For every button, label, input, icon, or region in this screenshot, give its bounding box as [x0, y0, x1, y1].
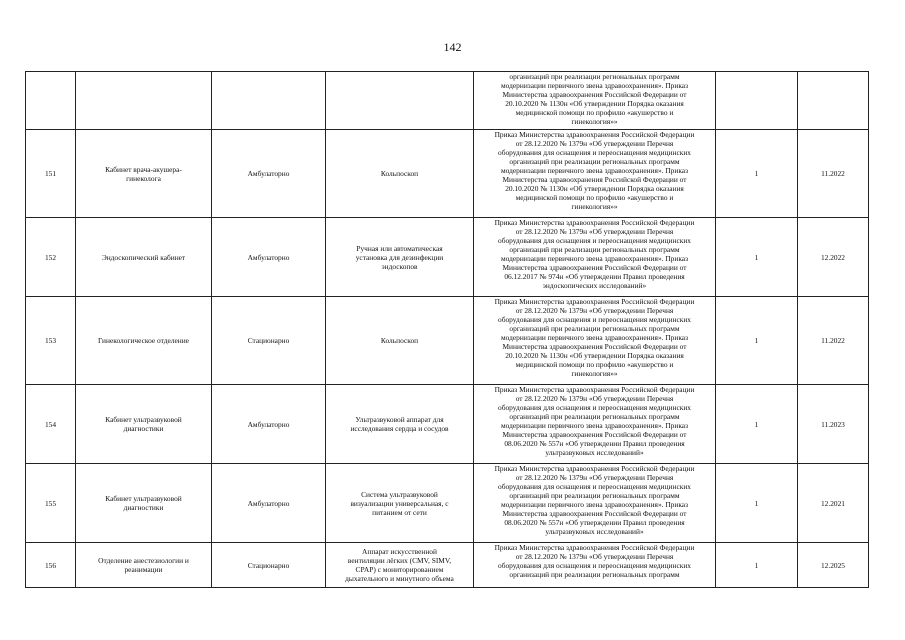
regulatory-document: Приказ Министерства здравоохранения Российской Федерации от 28.12.2020 № 1379н «Об утверждении Перечня оборудования для оснащения и переоснащения медицинских организаций при реализации региональных программ модернизации первичного звена здравоохранения». Приказ Министерства здравоохранения Российской Федерации от 08.06.2020 № 557н «Об утверждении Правил проведения ультразвуковых исследований» — [474, 385, 716, 464]
delivery-date: 11.2023 — [798, 385, 869, 464]
delivery-date: 12.2022 — [798, 218, 869, 297]
quantity: 1 — [716, 464, 798, 543]
regulatory-document: организаций при реализации региональных программ модернизации первичного звена здравоохранения». Приказ Министерства здравоохранения Российской Федерации от 20.10.2020 № 1130н «Об утверждении Порядка оказания медицинской помощи по профилю «акушерство и гинекология»» — [474, 72, 716, 130]
regulatory-document: Приказ Министерства здравоохранения Российской Федерации от 28.12.2020 № 1379н «Об утверждении Перечня оборудования для оснащения и переоснащения медицинских организаций при реализации региональных программ модернизации первичного звена здравоохранения». Приказ Министерства здравоохранения Российской Федерации от 20.10.2020 № 1130н «Об утверждении Порядка оказания медицинской помощи по профилю «акушерство и гинекология»» — [474, 297, 716, 385]
care-condition: Амбулаторно — [212, 130, 326, 218]
row-number: 152 — [26, 218, 76, 297]
row-number: 154 — [26, 385, 76, 464]
table-row — [26, 297, 869, 385]
quantity: 1 — [716, 543, 798, 588]
delivery-date: 11.2022 — [798, 297, 869, 385]
equipment-name — [326, 72, 474, 130]
row-number: 151 — [26, 130, 76, 218]
table-row — [26, 464, 869, 543]
equipment-table — [25, 71, 869, 588]
delivery-date: 11.2022 — [798, 130, 869, 218]
row-number: 155 — [26, 464, 76, 543]
unit-name: Кабинет врача-акушера- гинеколога — [76, 130, 212, 218]
unit-name — [76, 72, 212, 130]
unit-name: Кабинет ультразвуковой диагностики — [76, 464, 212, 543]
care-condition — [212, 72, 326, 130]
row-number: 156 — [26, 543, 76, 588]
equipment-name: Ультразвуковой аппарат для исследования сердца и сосудов — [326, 385, 474, 464]
quantity: 1 — [716, 385, 798, 464]
equipment-name: Ручная или автоматическая установка для дезинфекции эндоскопов — [326, 218, 474, 297]
unit-name: Отделение анестезиологии и реанимации — [76, 543, 212, 588]
row-number — [26, 72, 76, 130]
equipment-name: Кольпоскоп — [326, 130, 474, 218]
page-number: 142 — [443, 40, 462, 54]
care-condition: Стационарно — [212, 297, 326, 385]
table-row — [26, 543, 869, 588]
table-row — [26, 72, 869, 130]
regulatory-document: Приказ Министерства здравоохранения Российской Федерации от 28.12.2020 № 1379н «Об утверждении Перечня оборудования для оснащения и переоснащения медицинских организаций при реализации региональных программ модернизации первичного звена здравоохранения». Приказ Министерства здравоохранения Российской Федерации от 06.12.2017 № 974н «Об утверждении Правил проведения эндоскопических исследований» — [474, 218, 716, 297]
regulatory-document: Приказ Министерства здравоохранения Российской Федерации от 28.12.2020 № 1379н «Об утверждении Перечня оборудования для оснащения и переоснащения медицинских организаций при реализации региональных программ модернизации первичного звена здравоохранения». Приказ Министерства здравоохранения Российской Федерации от 20.10.2020 № 1130н «Об утверждении Порядка оказания медицинской помощи по профилю «акушерство и гинекология»» — [474, 130, 716, 218]
care-condition: Стационарно — [212, 543, 326, 588]
care-condition: Амбулаторно — [212, 464, 326, 543]
quantity: 1 — [716, 297, 798, 385]
unit-name: Эндоскопический кабинет — [76, 218, 212, 297]
quantity: 1 — [716, 130, 798, 218]
equipment-name: Система ультразвуковой визуализации универсальная, с питанием от сети — [326, 464, 474, 543]
table-row — [26, 385, 869, 464]
unit-name: Гинекологическое отделение — [76, 297, 212, 385]
delivery-date: 12.2021 — [798, 464, 869, 543]
care-condition: Амбулаторно — [212, 218, 326, 297]
table-row — [26, 130, 869, 218]
regulatory-document: Приказ Министерства здравоохранения Российской Федерации от 28.12.2020 № 1379н «Об утверждении Перечня оборудования для оснащения и переоснащения медицинских организаций при реализации региональных программ — [474, 543, 716, 588]
equipment-name: Аппарат искусственной вентиляции лёгких (CMV, SIMV, CPAP) с мониторированием дыхательного и минутного объема — [326, 543, 474, 588]
row-number: 153 — [26, 297, 76, 385]
equipment-name: Кольпоскоп — [326, 297, 474, 385]
table-row — [26, 218, 869, 297]
regulatory-document: Приказ Министерства здравоохранения Российской Федерации от 28.12.2020 № 1379н «Об утверждении Перечня оборудования для оснащения и переоснащения медицинских организаций при реализации региональных программ модернизации первичного звена здравоохранения». Приказ Министерства здравоохранения Российской Федерации от 08.06.2020 № 557н «Об утверждении Правил проведения ультразвуковых исследований» — [474, 464, 716, 543]
delivery-date: 12.2025 — [798, 543, 869, 588]
unit-name: Кабинет ультразвуковой диагностики — [76, 385, 212, 464]
quantity — [716, 72, 798, 130]
quantity: 1 — [716, 218, 798, 297]
delivery-date — [798, 72, 869, 130]
care-condition: Амбулаторно — [212, 385, 326, 464]
